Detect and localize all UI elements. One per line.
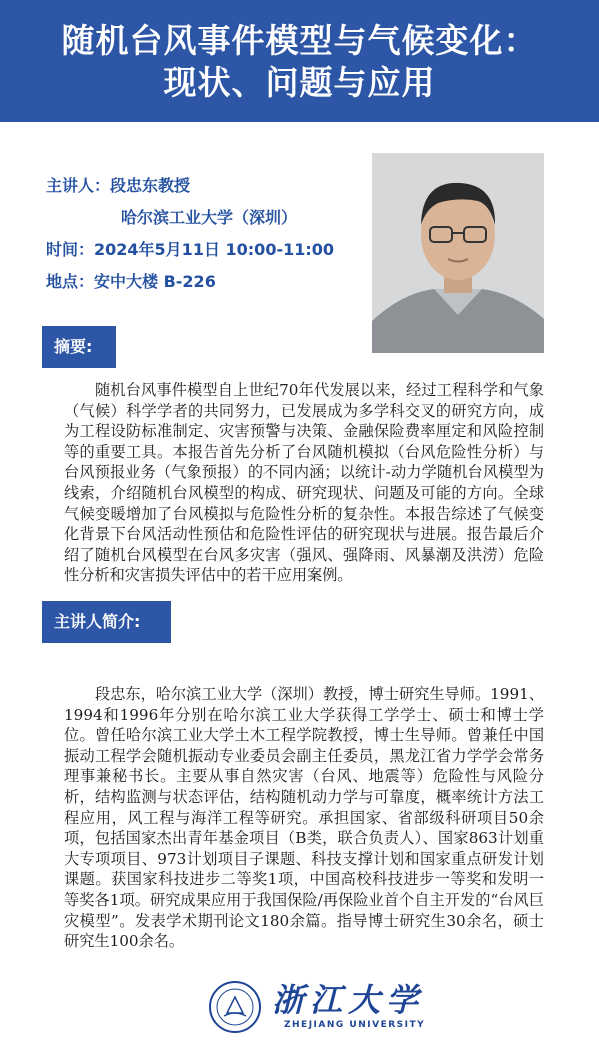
university-seal-icon — [208, 980, 262, 1034]
footer-logo — [0, 980, 599, 1048]
place-value: 安中大楼 B-226 — [94, 272, 216, 291]
place-label: 地点： — [46, 272, 95, 291]
talk-info — [46, 170, 334, 298]
speaker-row — [46, 170, 334, 202]
time-label: 时间： — [46, 240, 95, 259]
time-value: 2024年5月11日 10:00-11:00 — [94, 240, 335, 259]
speaker-label: 主讲人： — [46, 176, 111, 195]
university-name-en: ZHEJIANG UNIVERSITY — [284, 1020, 426, 1030]
speaker-name: 段忠东教授 — [110, 176, 191, 195]
time-row — [46, 234, 334, 266]
abstract-heading: 摘要: — [42, 326, 116, 368]
page-title-line1: 随机台风事件模型与气候变化： — [61, 21, 538, 60]
title-banner — [0, 0, 599, 122]
page-title-line2: 现状、问题与应用 — [163, 63, 436, 102]
bio-text: 段忠东，哈尔滨工业大学（深圳）教授，博士研究生导师。1991、1994和1996年分别在哈尔滨工业大学获得工学学士、硕士和博士学位。曾任哈尔滨工业大学土木工程学院教授，博士生导师。曾兼任中国振动工程学会随机振动专业委员会副主任委员，黑龙江省力学学会常务理事兼秘书长。主要从事自然灾害（台风、地震等）危险性与风险分析，结构监测与状态评估，结构随机动力学与可靠度，概率统计方法工程应用，风工程与海洋工程等研究。承担国家、省部级科研项目50余项，包括国家杰出青年基金项目（B类，联合负责人）、国家863计划重大专项项目、973计划项目子课题、科技支撑计划和国家重点研发计划课题。获国家科技进步二等奖1项，中国高校科技进步一等奖和发明一等奖各1项。研究成果应用于我国保险/再保险业首个自主开发的“台风巨灾模型”。发表学术期刊论文180余篇。指导博士研究生30余名，硕士研究生100余名。 — [64, 685, 544, 951]
speaker-affiliation: 哈尔滨工业大学（深圳） — [121, 208, 298, 227]
place-row — [46, 266, 334, 298]
speaker-portrait-icon — [372, 153, 544, 353]
abstract-text: 随机台风事件模型自上世纪70年代发展以来，经过工程科学和气象（气候）科学学者的共同努力，已发展成为多学科交叉的研究方向，成为工程设防标准制定、灾害预警与决策、金融保险费率厘定和风险控制等的重要工具。本报告首先分析了台风随机模拟（台风危险性分析）与台风预报业务（气象预报）的不同内涵；以统计-动力学随机台风模型为线索，介绍随机台风模型的构成、研究现状、问题及可能的方向。全球气候变暖增加了台风模拟与危险性分析的复杂性。本报告综述了气候变化背景下台风活动性预估和危险性评估的研究现状与进展。报告最后介绍了随机台风模型在台风多灾害（强风、强降雨、风暴潮及洪涝）危险性分析和灾害损失评估中的若干应用案例。 — [64, 381, 544, 585]
speaker-photo — [372, 153, 544, 353]
bio-heading: 主讲人简介: — [42, 601, 171, 643]
university-name-cn: 浙江大学 — [272, 981, 425, 1019]
affiliation-row — [46, 202, 334, 234]
